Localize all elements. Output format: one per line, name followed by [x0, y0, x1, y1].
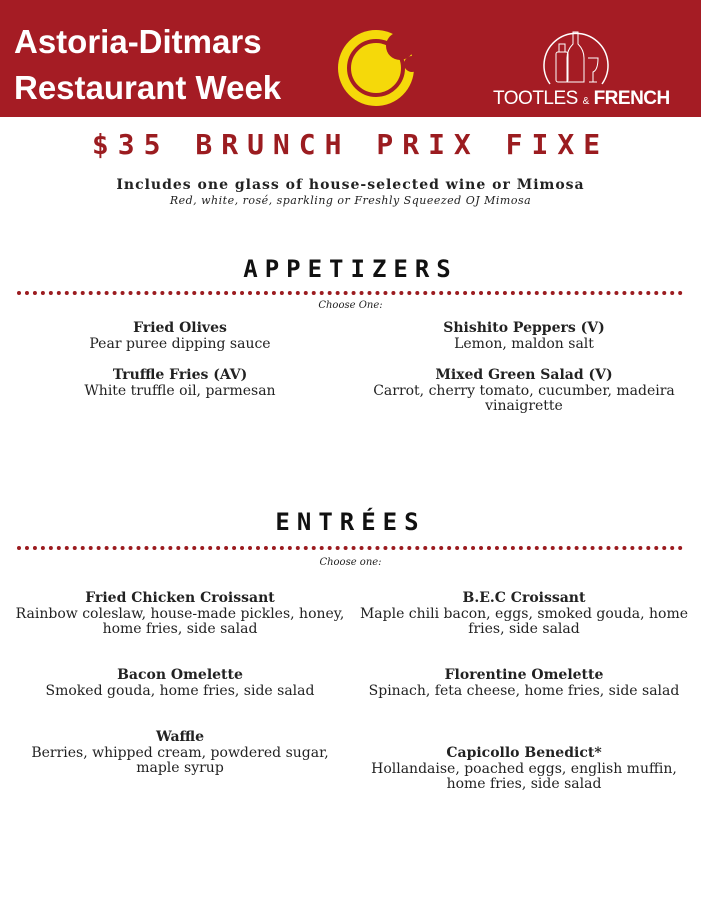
prix-fixe-title: $35 BRUNCH PRIX FIXE: [91, 128, 610, 161]
event-title-line1: Astoria-Ditmars: [14, 23, 262, 60]
menu-item: [10, 730, 350, 777]
menu-item: [354, 591, 694, 638]
appetizers-choose: Choose One:: [318, 300, 383, 311]
wine-bottles-logo-icon: [536, 24, 616, 90]
item-desc: Hollandaise, poached eggs, english muffin, home fries, side salad: [371, 760, 677, 792]
menu-item: [10, 321, 350, 352]
restaurant-week-logo-icon: [336, 28, 416, 108]
item-name: Fried Olives: [133, 320, 227, 336]
item-name: Florentine Omelette: [444, 667, 604, 683]
item-name: Waffle: [155, 729, 205, 745]
entrees-heading: ENTRÉES: [275, 508, 426, 536]
menu-item: [354, 321, 694, 352]
divider: [17, 291, 683, 295]
item-name: Capicollo Benedict*: [446, 745, 602, 761]
menu-item: [10, 668, 350, 699]
tootles-french-logo: TOOTLES & FRENCH: [493, 88, 670, 109]
includes-text: Includes one glass of house-selected wine or Mimosa: [116, 177, 585, 193]
menu-item: [364, 668, 684, 699]
menu-item: [15, 591, 345, 638]
item-desc: Pear puree dipping sauce: [89, 335, 271, 352]
menu-item: [10, 368, 350, 399]
item-name: Shishito Peppers (V): [443, 320, 605, 336]
item-desc: Lemon, maldon salt: [454, 335, 594, 352]
item-desc: Maple chili bacon, eggs, smoked gouda, home fries, side salad: [359, 605, 689, 637]
divider: [17, 546, 683, 550]
entrees-choose: Choose one:: [319, 557, 382, 568]
menu-item: [364, 746, 684, 793]
item-desc: Berries, whipped cream, powdered sugar, maple syrup: [31, 744, 329, 776]
header-banner: [0, 0, 701, 117]
item-name: Fried Chicken Croissant: [85, 590, 275, 606]
appetizers-heading: APPETIZERS: [243, 255, 458, 283]
includes-subtext: Red, white, rosé, sparkling or Freshly Squeezed OJ Mimosa: [169, 194, 532, 207]
event-title-line2: Restaurant Week: [14, 69, 282, 106]
item-name: Mixed Green Salad (V): [435, 367, 613, 383]
item-name: B.E.C Croissant: [462, 590, 586, 606]
menu-item: [359, 368, 689, 415]
item-desc: Smoked gouda, home fries, side salad: [45, 682, 315, 699]
item-desc: Carrot, cherry tomato, cucumber, madeira vinaigrette: [373, 382, 675, 414]
item-desc: Spinach, feta cheese, home fries, side salad: [368, 682, 680, 699]
item-desc: Rainbow coleslaw, house-made pickles, honey, home fries, side salad: [15, 605, 345, 637]
item-name: Bacon Omelette: [117, 667, 243, 683]
item-desc: White truffle oil, parmesan: [84, 382, 276, 399]
item-name: Truffle Fries (AV): [112, 367, 248, 383]
